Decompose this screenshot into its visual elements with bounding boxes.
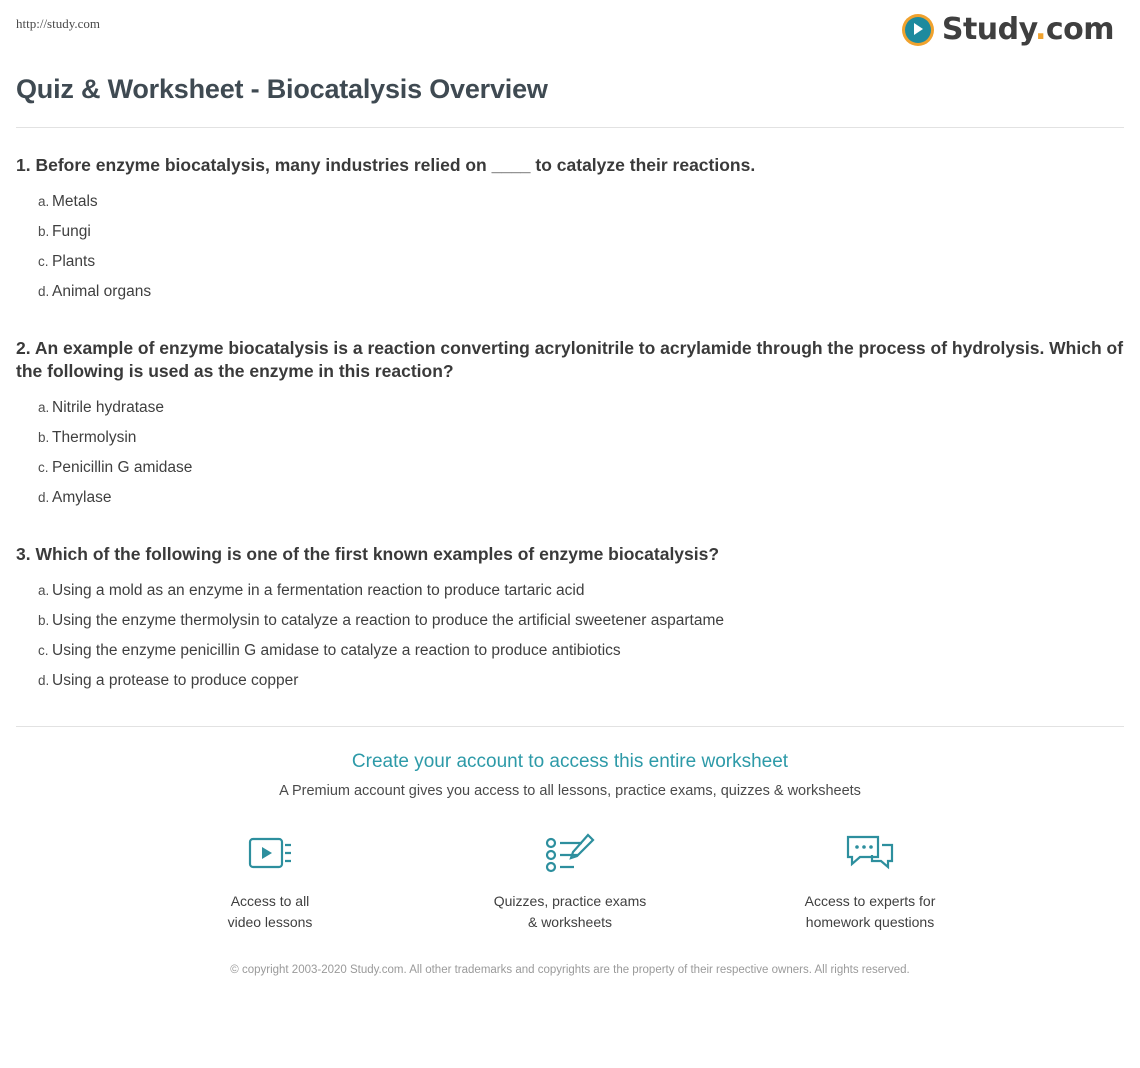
promo-section — [16, 726, 1124, 979]
question-item — [16, 337, 1124, 513]
question-body: Before enzyme biocatalysis, many industries relied on ____ to catalyze their reactions. — [35, 155, 756, 175]
answer-options — [16, 393, 1124, 513]
video-lesson-icon — [190, 825, 350, 881]
answer-letter: a. — [38, 583, 50, 599]
answer-text: Using the enzyme thermolysin to catalyze a reaction to produce the artificial sweetener aspartame — [52, 612, 725, 630]
question-body: Which of the following is one of the first known examples of enzyme biocatalysis? — [35, 544, 720, 565]
logo-suffix: com — [1045, 12, 1114, 47]
create-account-link[interactable]: Create your account to access this entire worksheet — [351, 751, 789, 773]
answer-options — [16, 576, 1124, 696]
answer-option[interactable] — [16, 247, 1124, 277]
answer-letter: d. — [38, 284, 50, 300]
feature-line-2: video lessons — [227, 913, 313, 930]
question-text — [16, 337, 1124, 383]
answer-option[interactable] — [16, 576, 1124, 606]
answer-option[interactable] — [16, 453, 1124, 483]
answer-letter: d. — [38, 490, 50, 506]
answer-letter: d. — [38, 673, 50, 689]
feature-label — [490, 891, 650, 932]
answer-text: Using a protease to produce copper — [52, 672, 299, 690]
answer-text: Metals — [52, 193, 98, 211]
answer-option[interactable] — [16, 187, 1124, 217]
feature-line-1: Quizzes, practice exams — [493, 893, 647, 910]
play-circle-icon — [902, 14, 934, 46]
copyright-notice: © copyright 2003-2020 Study.com. All other trademarks and copyrights are the property of their respective owners. All rights reserved. — [230, 963, 910, 976]
answer-text: Nitrile hydratase — [52, 399, 164, 417]
page-url: http://study.com — [16, 16, 101, 31]
feature-label — [190, 891, 350, 932]
question-item — [16, 154, 1124, 307]
answer-letter: c. — [38, 460, 49, 476]
quiz-checklist-icon — [490, 825, 650, 881]
logo-dot: . — [1034, 12, 1046, 47]
answer-option[interactable] — [16, 666, 1124, 696]
promo-subtitle: A Premium account gives you access to all lessons, practice exams, quizzes & worksheets — [279, 783, 861, 800]
answer-letter: b. — [38, 613, 50, 629]
answer-letter: c. — [38, 643, 49, 659]
answer-option[interactable] — [16, 277, 1124, 307]
page-title: Quiz & Worksheet - Biocatalysis Overview — [16, 74, 548, 104]
feature-line-2: & worksheets — [527, 913, 613, 930]
answer-text: Animal organs — [52, 283, 152, 301]
feature-label — [790, 891, 950, 932]
answer-option[interactable] — [16, 606, 1124, 636]
feature-video-lessons — [190, 825, 350, 932]
logo-name: Study — [941, 12, 1035, 47]
feature-line-1: Access to experts for — [804, 893, 936, 910]
answer-text: Plants — [52, 253, 96, 271]
page-header — [16, 12, 1124, 56]
answer-text: Using a mold as an enzyme in a fermentation reaction to produce tartaric acid — [52, 582, 585, 600]
feature-line-1: Access to all — [230, 893, 310, 910]
promo-features — [16, 825, 1124, 932]
answer-options — [16, 187, 1124, 307]
answer-text: Penicillin G amidase — [52, 459, 193, 477]
answer-text: Amylase — [52, 489, 112, 507]
answer-letter: b. — [38, 430, 50, 446]
answer-option[interactable] — [16, 393, 1124, 423]
answer-letter: a. — [38, 194, 50, 210]
chat-bubble-icon — [790, 825, 950, 881]
answer-option[interactable] — [16, 217, 1124, 247]
answer-text: Thermolysin — [52, 429, 137, 447]
answer-text: Fungi — [52, 223, 91, 241]
question-number: 3. — [16, 544, 31, 565]
questions-list — [16, 128, 1124, 696]
study-com-logo[interactable] — [902, 12, 1124, 47]
answer-letter: a. — [38, 400, 50, 416]
question-body: An example of enzyme biocatalysis is a reaction converting acrylonitrile to acrylamide through the process of hydrolysis. Which of the following is used as the enzyme in this reaction? — [16, 338, 1124, 382]
answer-letter: c. — [38, 254, 49, 270]
answer-option[interactable] — [16, 423, 1124, 453]
feature-quizzes — [490, 825, 650, 932]
question-text — [16, 543, 1124, 566]
answer-letter: b. — [38, 224, 50, 240]
answer-option[interactable] — [16, 636, 1124, 666]
answer-option[interactable] — [16, 483, 1124, 513]
question-number: 1. — [16, 155, 31, 175]
feature-line-2: homework questions — [805, 913, 935, 930]
feature-experts — [790, 825, 950, 932]
logo-wordmark — [942, 12, 1114, 47]
question-text — [16, 154, 1124, 177]
question-item — [16, 543, 1124, 696]
answer-text: Using the enzyme penicillin G amidase to catalyze a reaction to produce antibiotics — [52, 642, 621, 660]
question-number: 2. — [16, 338, 31, 359]
